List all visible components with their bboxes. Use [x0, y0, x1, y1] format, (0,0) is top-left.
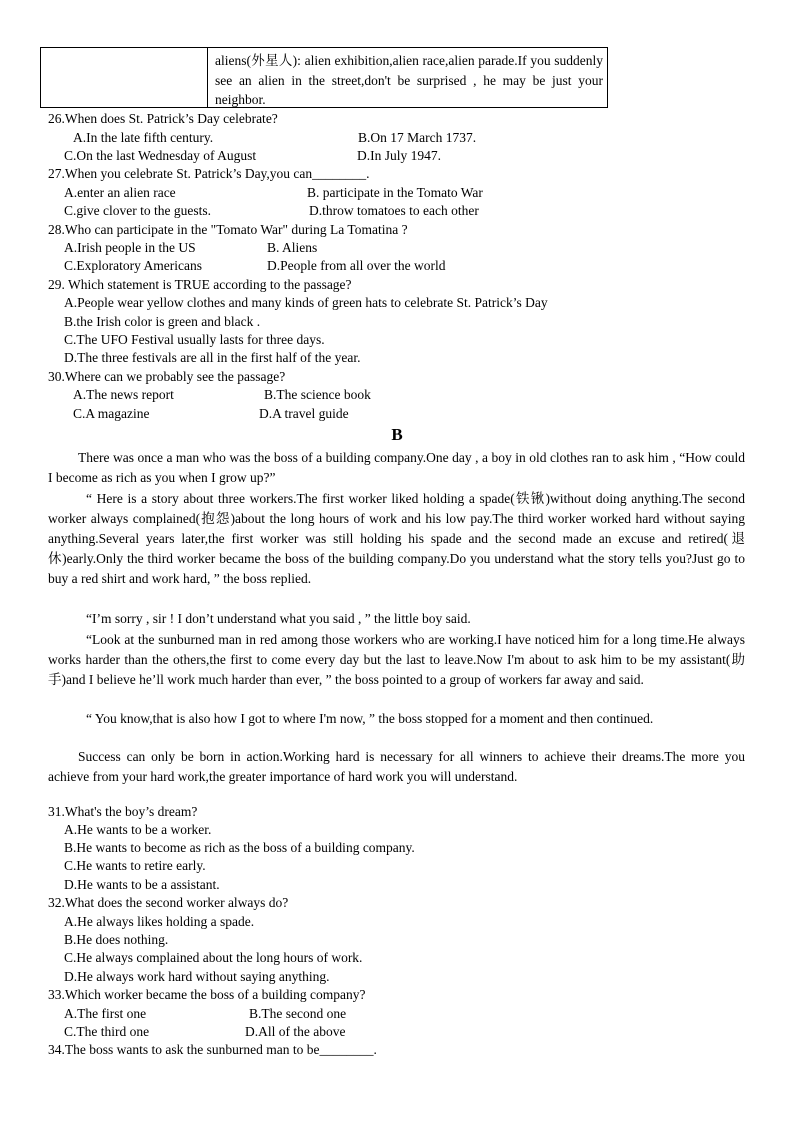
table-divider [207, 48, 208, 107]
option: B.the Irish color is green and black . [64, 314, 261, 329]
option: C.He always complained about the long hours of work. [64, 950, 363, 965]
table-cell: aliens(外星人): alien exhibition,alien race,alien parade.If you suddenly see an alien in the street,don't be surprised , he may be just your neighbor. [215, 53, 603, 107]
passage-paragraph: There was once a man who was the boss of a building company.One day , a boy in old clothes ran to ask him , “How could I become as rich as you when I grow up?” [48, 450, 745, 485]
option: B.The second one [249, 1006, 347, 1021]
option: D.throw tomatoes to each other [309, 203, 479, 218]
question-stem: 32.What does the second worker always do? [48, 895, 289, 910]
option: D.He always work hard without saying anything. [64, 969, 330, 984]
question-stem: 27.When you celebrate St. Patrick’s Day,you can________. [48, 166, 370, 181]
option: C.He wants to retire early. [64, 858, 206, 873]
option: D.The three festivals are all in the first half of the year. [64, 350, 361, 365]
question-stem: 33.Which worker became the boss of a building company? [48, 987, 366, 1002]
option: C.On the last Wednesday of August [64, 148, 257, 163]
option: C.give clover to the guests. [64, 203, 211, 218]
option: C.Exploratory Americans [64, 258, 202, 273]
option: A.He always likes holding a spade. [64, 914, 255, 929]
option: D.In July 1947. [357, 148, 441, 163]
question-stem: 31.What's the boy’s dream? [48, 804, 198, 819]
option: B. Aliens [267, 240, 318, 255]
option: A.enter an alien race [64, 185, 176, 200]
passage-paragraph: “Look at the sunburned man in red among those workers who are working.I have noticed him for a long time.He always works harder than the others,the first to come every day but the last to leave.Now I'm about to ask him to be my assistant(助手)and I believe he’ll work much harder than ever, ” the boss pointed to a group of workers far away and said. [48, 632, 745, 687]
option: C.The UFO Festival usually lasts for three days. [64, 332, 325, 347]
option: B. participate in the Tomato War [307, 185, 483, 200]
option: A.In the late fifth century. [73, 130, 214, 145]
option: A.He wants to be a worker. [64, 822, 212, 837]
question-stem: 26.When does St. Patrick’s Day celebrate? [48, 111, 278, 126]
question-stem: 34.The boss wants to ask the sunburned man to be________. [48, 1042, 377, 1057]
section-heading: B [391, 425, 403, 444]
option: C.The third one [64, 1024, 150, 1039]
question-stem: 30.Where can we probably see the passage? [48, 369, 286, 384]
question-stem: 28.Who can participate in the "Tomato War" during La Tomatina ? [48, 222, 408, 237]
passage-paragraph: Success can only be born in action.Working hard is necessary for all winners to achieve their dreams.The more you achieve from your hard work,the greater importance of hard work you will understand. [48, 749, 745, 784]
question-stem: 29. Which statement is TRUE according to the passage? [48, 277, 352, 292]
option: D.A travel guide [259, 406, 349, 421]
option: C.A magazine [73, 406, 150, 421]
option: B.He wants to become as rich as the boss of a building company. [64, 840, 415, 855]
option: B.The science book [264, 387, 371, 402]
passage-paragraph: “ Here is a story about three workers.The first worker liked holding a spade(铁锹)without doing anything.The second worker always complained(抱怨)about the long hours of work and his low pay.The third worker worked hard without saying anything.Several years later,the first worker was still holding his spade and the second made an excuse and retired(退休)early.Only the third worker became the boss of the building company.Do you understand what the story tells you?Just go to buy a red shirt and work hard, ” the boss replied. [48, 491, 745, 586]
option: D.People from all over the world [267, 258, 446, 273]
option: A.Irish people in the US [64, 240, 196, 255]
option: A.The news report [73, 387, 174, 402]
option: B.On 17 March 1737. [358, 130, 477, 145]
option: B.He does nothing. [64, 932, 169, 947]
passage-paragraph: “ You know,that is also how I got to where I'm now, ” the boss stopped for a moment and then continued. [86, 711, 654, 726]
option: A.People wear yellow clothes and many kinds of green hats to celebrate St. Patrick’s Day [64, 295, 548, 310]
table-fragment [40, 47, 608, 108]
option: D.He wants to be a assistant. [64, 877, 220, 892]
option: D.All of the above [245, 1024, 346, 1039]
passage-paragraph: “I’m sorry , sir ! I don’t understand what you said , ” the little boy said. [86, 611, 471, 626]
option: A.The first one [64, 1006, 147, 1021]
